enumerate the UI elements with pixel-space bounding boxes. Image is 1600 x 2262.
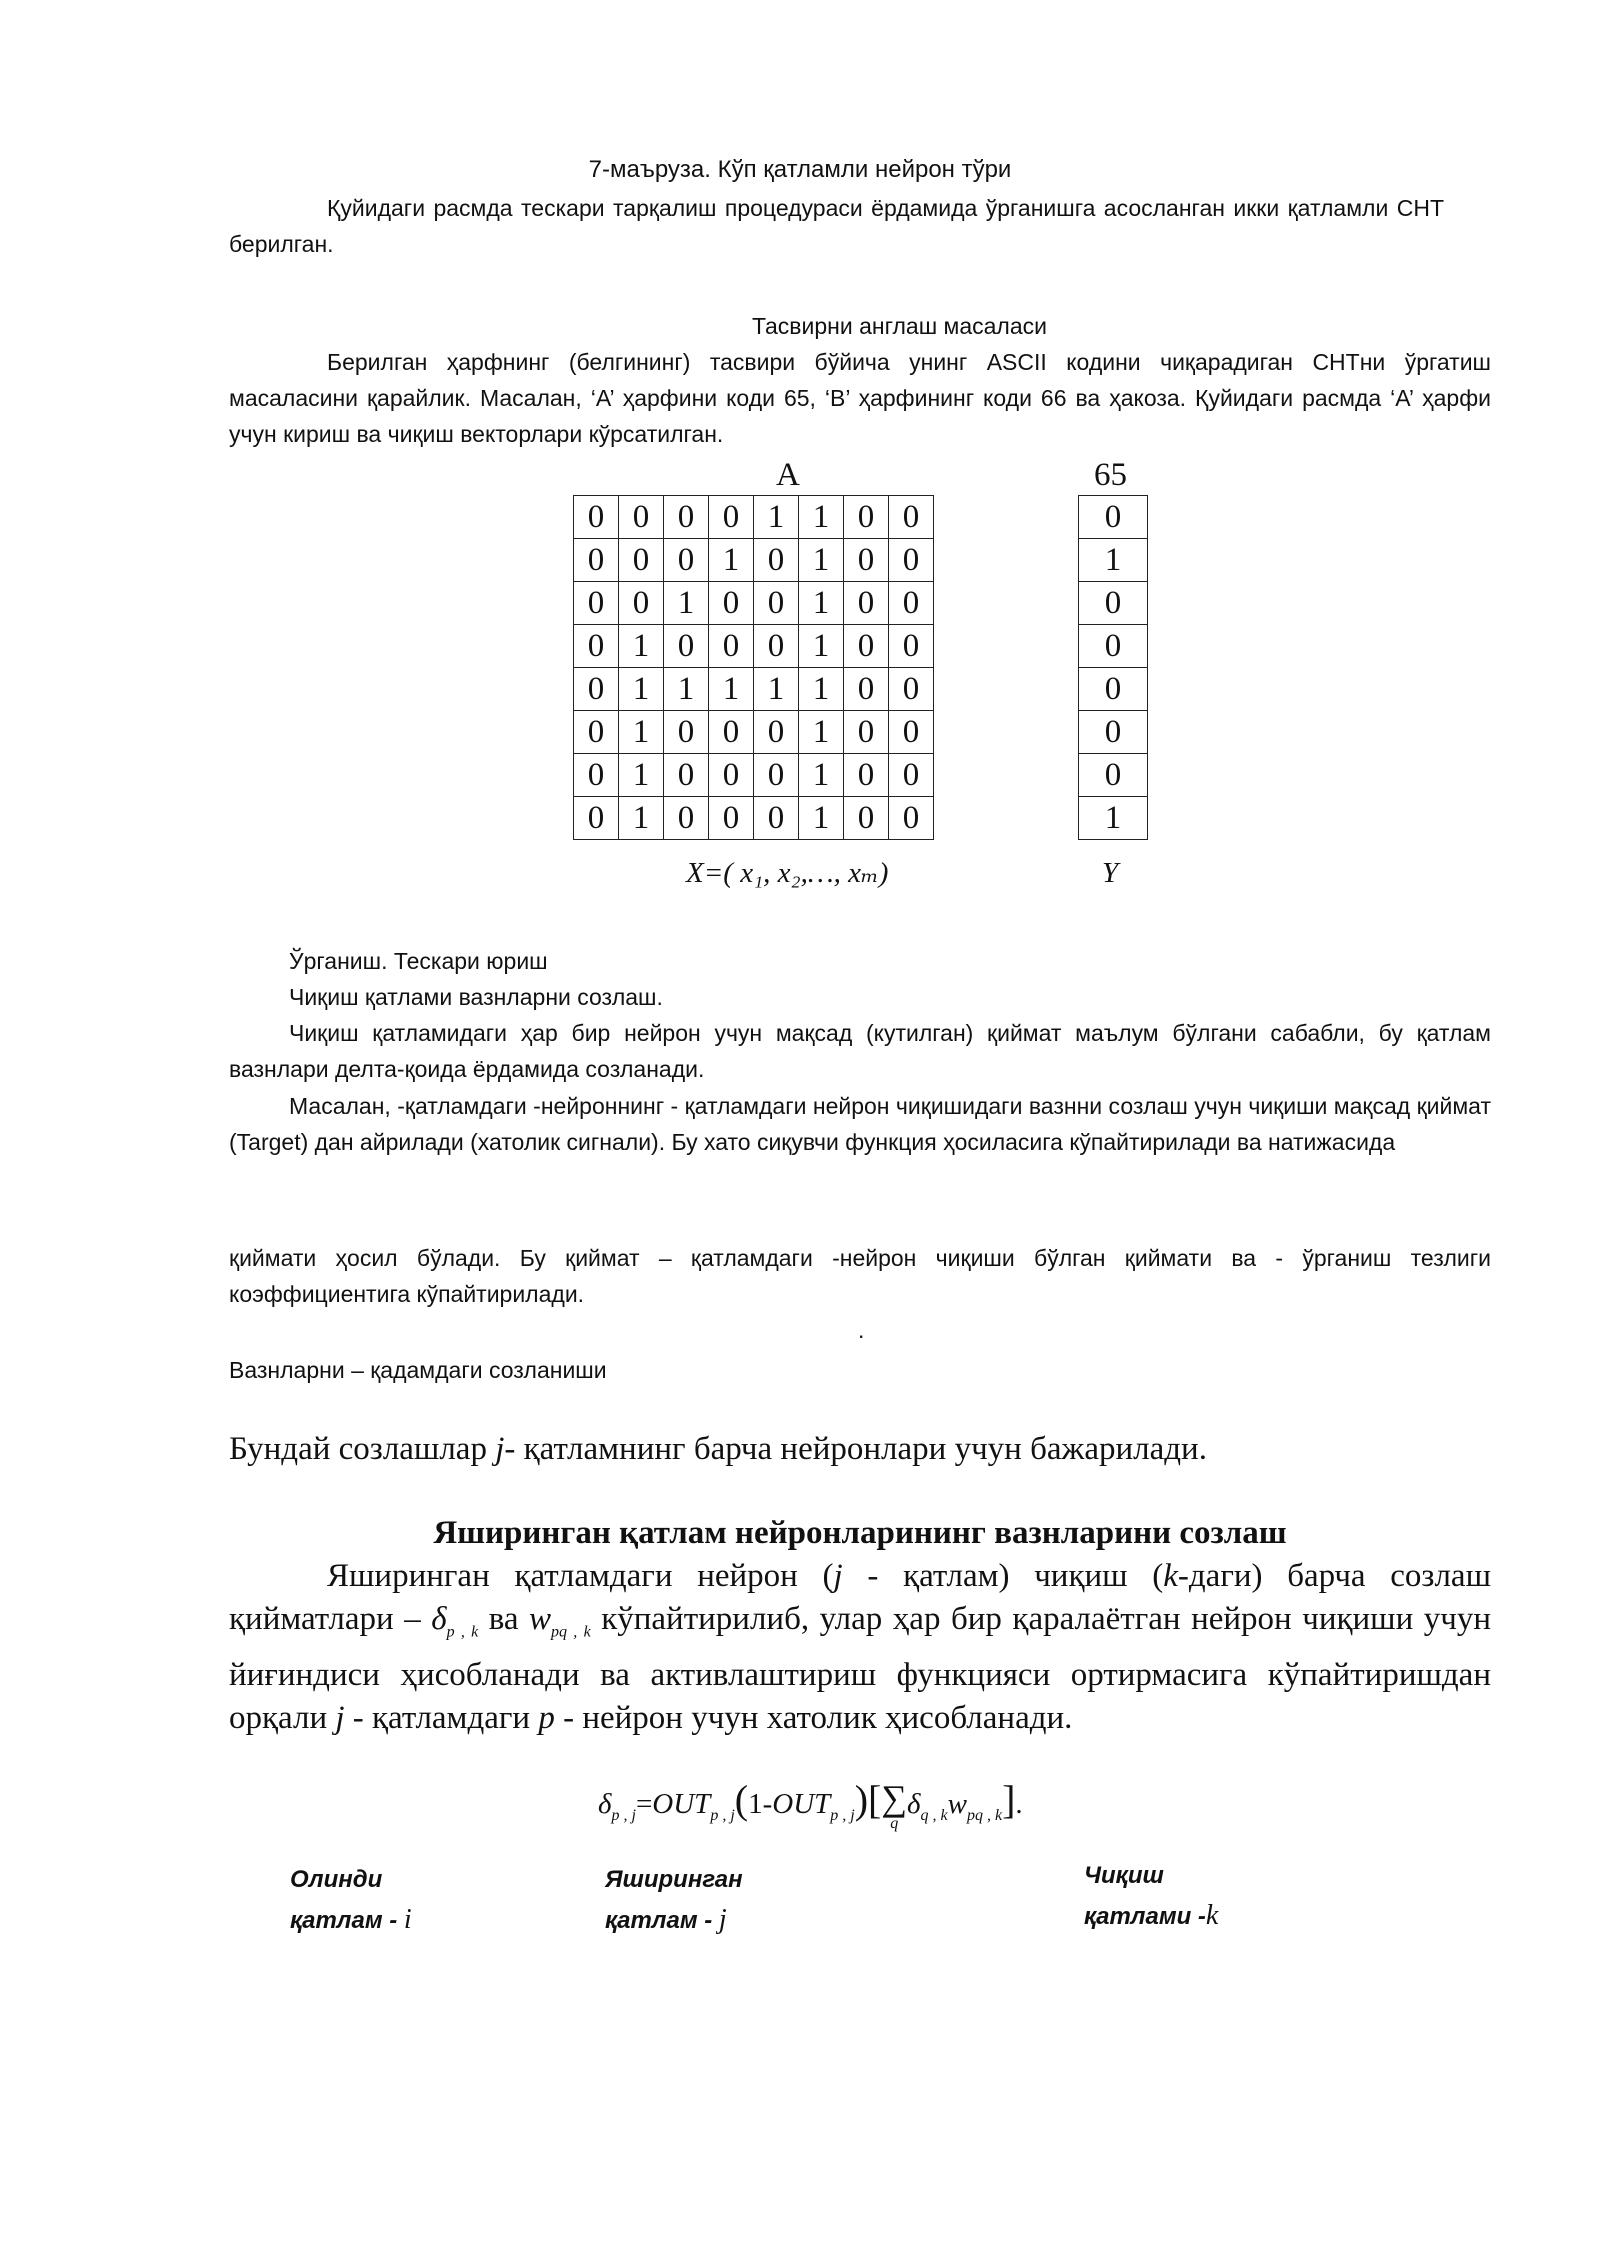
matrix-cell: 0 xyxy=(574,668,619,711)
legend-input-layer xyxy=(290,1860,412,1941)
hp-k: k xyxy=(1163,1558,1178,1594)
hp-c: -даги) барча созлаш қийматлари – xyxy=(229,1558,1491,1637)
formula-sum: ∑ xyxy=(881,1778,908,1819)
vector-row xyxy=(1079,754,1148,797)
matrix-cell: 0 xyxy=(664,754,709,797)
matrix-cell: 0 xyxy=(709,582,754,625)
output-code-label: 65 xyxy=(1094,457,1127,493)
formula-out2: OUT xyxy=(772,1788,831,1820)
legend-input-line1: Олинди xyxy=(290,1866,383,1893)
formula-w: w xyxy=(947,1788,967,1820)
matrix-cell: 0 xyxy=(619,539,664,582)
vector-cell: 1 xyxy=(1079,539,1148,582)
matrix-cell: 0 xyxy=(574,797,619,840)
matrix-cell: 1 xyxy=(799,668,844,711)
hp-w-sub: pq , k xyxy=(551,1623,591,1641)
matrix-cell: 0 xyxy=(844,797,889,840)
vector-row xyxy=(1079,625,1148,668)
matrix-cell: 0 xyxy=(709,754,754,797)
sentence-suffix: - қатламнинг барча нейронлари учун бажарилади. xyxy=(504,1431,1207,1467)
legend-output-line2: қатлами - xyxy=(1084,1903,1206,1930)
matrix-row xyxy=(574,582,934,625)
layer-var-j: j xyxy=(495,1431,505,1467)
hp-delta-sub: p , k xyxy=(446,1623,479,1641)
hp-g: - нейрон учун хатолик ҳисобланади. xyxy=(554,1699,1073,1736)
matrix-cell: 0 xyxy=(889,668,934,711)
matrix-row xyxy=(574,625,934,668)
vector-row xyxy=(1079,797,1148,840)
matrix-row xyxy=(574,711,934,754)
section-heading-hidden: Яширинган қатлам нейронларининг вазнларини созлаш xyxy=(433,1515,1287,1551)
legend-output-layer xyxy=(1084,1856,1218,1937)
input-matrix xyxy=(573,495,934,840)
matrix-cell: 0 xyxy=(889,754,934,797)
matrix-cell: 0 xyxy=(574,625,619,668)
all-neurons-sentence xyxy=(229,1428,1207,1471)
matrix-cell: 0 xyxy=(889,625,934,668)
matrix-cell: 0 xyxy=(754,582,799,625)
hp-p: p xyxy=(538,1699,555,1736)
matrix-cell: 0 xyxy=(574,582,619,625)
delta-rule-paragraph: Чиқиш қатламидаги ҳар бир нейрон учун мақсад (кутилган) қиймат маълум бўлгани сабабли, бу қатлам вазнлари делта-қоида ёрдамида созланади. xyxy=(229,1020,1491,1082)
matrix-cell: 0 xyxy=(844,582,889,625)
hp-delta: δ xyxy=(431,1601,447,1637)
formula-eq: = xyxy=(635,1788,653,1820)
matrix-cell: 0 xyxy=(709,625,754,668)
vector-cell: 0 xyxy=(1079,625,1148,668)
matrix-cell: 0 xyxy=(664,625,709,668)
formula-end: . xyxy=(1015,1788,1023,1820)
vector-row xyxy=(1079,496,1148,539)
matrix-row xyxy=(574,496,934,539)
legend-hidden-layer xyxy=(605,1860,743,1941)
formula-delta-qk-sub: q , k xyxy=(920,1806,948,1824)
matrix-row xyxy=(574,668,934,711)
matrix-cell: 0 xyxy=(844,711,889,754)
matrix-cell: 0 xyxy=(664,711,709,754)
formula-one: 1- xyxy=(748,1788,773,1820)
matrix-cell: 1 xyxy=(619,668,664,711)
matrix-cell: 0 xyxy=(709,797,754,840)
output-layer-heading: Чиқиш қатлами вазнларни созлаш. xyxy=(289,984,663,1010)
matrix-cell: 0 xyxy=(619,582,664,625)
formula-delta: δ xyxy=(598,1788,612,1820)
matrix-cell: 0 xyxy=(889,539,934,582)
hp-w: w xyxy=(529,1601,552,1637)
matrix-cell: 0 xyxy=(619,496,664,539)
legend-hidden-var: j xyxy=(718,1904,727,1935)
matrix-cell: 0 xyxy=(574,496,619,539)
matrix-cell: 1 xyxy=(664,582,709,625)
matrix-cell: 0 xyxy=(754,539,799,582)
vector-cell: 0 xyxy=(1079,496,1148,539)
hp-j: j xyxy=(833,1558,843,1594)
legend-input-line2: қатлам - xyxy=(290,1907,404,1934)
section-heading-recognition: Тасвирни англаш масаласи xyxy=(752,313,1047,339)
legend-output-line1: Чиқиш xyxy=(1084,1862,1164,1889)
formula-out2-sub: p , j xyxy=(830,1806,855,1824)
matrix-cell: 0 xyxy=(709,496,754,539)
y-vector-caption: Y xyxy=(1102,857,1119,889)
error-formula: $\delta_{p , j}=OUT_{p , j}(1-OUT_{p , j})$[ ∑ q $\delta_{q , k}w_{pq , k}$]. xyxy=(598,1777,1023,1833)
matrix-cell: 0 xyxy=(709,711,754,754)
matrix-cell: 1 xyxy=(799,754,844,797)
matrix-cell: 0 xyxy=(844,496,889,539)
vector-row xyxy=(1079,539,1148,582)
matrix-row xyxy=(574,539,934,582)
formula-out1-sub: p , j xyxy=(710,1806,735,1824)
formula-out1: OUT xyxy=(652,1788,711,1820)
intro-paragraph: Қуйидаги расмда тескари тарқалиш процедураси ёрдамида ўрганишга асосланган икки қатламли СНТ берилган. xyxy=(229,195,1444,257)
matrix-cell: 0 xyxy=(844,625,889,668)
hp-b: - қатлам) чиқиш ( xyxy=(842,1558,1164,1594)
x-vector-caption: X=( x₁, x₂,…, xₘ) xyxy=(686,857,889,889)
matrix-cell: 0 xyxy=(664,539,709,582)
matrix-cell: 0 xyxy=(754,754,799,797)
recognition-paragraph: Берилган ҳарфнинг (белгининг) тасвири бўйича унинг ASCII кодини чиқарадиган СНТни ўргатиш масаласини қарайлик. Масалан, ‘A’ ҳарфини коди 65, ‘B’ ҳарфининг коди 66 ва ҳакоза. Қуйидаги расмда ‘A’ ҳарфи учун кириш ва чиқиш векторлари кўрсатилган. xyxy=(229,349,1491,447)
matrix-cell: 0 xyxy=(889,797,934,840)
hp-j2: j xyxy=(335,1699,345,1736)
hidden-layer-paragraph xyxy=(229,1555,1491,1740)
matrix-cell: 0 xyxy=(664,797,709,840)
legend-output-var: k xyxy=(1205,1900,1219,1931)
legend-hidden-line2: қатлам - xyxy=(605,1907,719,1934)
matrix-cell: 1 xyxy=(799,625,844,668)
formula-delta-qk: δ xyxy=(907,1788,921,1820)
matrix-cell: 1 xyxy=(799,797,844,840)
hp-a: Яширинган қатламдаги нейрон ( xyxy=(327,1558,834,1594)
learning-heading: Ўрганиш. Тескари юриш xyxy=(289,948,548,974)
formula-delta-sub: p , j xyxy=(611,1806,636,1824)
matrix-cell: 1 xyxy=(799,539,844,582)
legend-input-var: i xyxy=(403,1904,412,1935)
hp-f: - қатламдаги xyxy=(344,1699,539,1736)
vector-cell: 0 xyxy=(1079,582,1148,625)
matrix-cell: 1 xyxy=(754,668,799,711)
matrix-cell: 1 xyxy=(754,496,799,539)
sentence-prefix: Бундай созлашлар xyxy=(229,1431,496,1467)
formula-sum-sub: q xyxy=(890,1815,899,1833)
matrix-row xyxy=(574,797,934,840)
matrix-cell: 0 xyxy=(754,797,799,840)
matrix-cell: 0 xyxy=(574,539,619,582)
matrix-cell: 1 xyxy=(619,754,664,797)
matrix-cell: 0 xyxy=(844,539,889,582)
vector-row xyxy=(1079,582,1148,625)
matrix-cell: 0 xyxy=(574,711,619,754)
lecture-title: 7-маъруза. Кўп қатламли нейрон тўри xyxy=(588,156,1012,183)
legend-hidden-line1: Яширинган xyxy=(605,1866,743,1893)
matrix-cell: 1 xyxy=(799,711,844,754)
vector-cell: 1 xyxy=(1079,797,1148,840)
stray-dot: . xyxy=(858,1317,865,1343)
matrix-cell: 0 xyxy=(844,668,889,711)
vector-row xyxy=(1079,668,1148,711)
matrix-cell: 1 xyxy=(709,539,754,582)
vector-cell: 0 xyxy=(1079,754,1148,797)
matrix-cell: 0 xyxy=(889,582,934,625)
hp-e: кўпайтирилиб, улар ҳар бир қаралаётган нейрон чиқиши учун йиғиндиси ҳисобланади ва активлаштириш функцияси ортирмасига кўпайтиришдан орқали xyxy=(229,1601,1492,1736)
matrix-cell: 0 xyxy=(889,711,934,754)
weight-update-line: Вазнларни – қадамдаги созланиши xyxy=(229,1357,607,1383)
matrix-cell: 1 xyxy=(619,711,664,754)
example-paragraph: Масалан, -қатламдаги -нейроннинг - қатламдаги нейрон чиқишидаги вазнни созлаш учун чиқиши мақсад қиймат (Target) дан айрилади (хатолик сигнали). Бу хато сиқувчи функция ҳосиласига кўпайтирилади ва натижасида xyxy=(229,1093,1491,1155)
matrix-cell: 0 xyxy=(664,496,709,539)
output-vector xyxy=(1078,495,1148,840)
matrix-cell: 1 xyxy=(799,496,844,539)
matrix-cell: 0 xyxy=(844,754,889,797)
matrix-cell: 1 xyxy=(709,668,754,711)
hp-d: ва xyxy=(478,1601,530,1637)
input-letter-label: A xyxy=(776,457,800,493)
matrix-row xyxy=(574,754,934,797)
formula-w-sub: pq , k xyxy=(966,1806,1003,1824)
vector-cell: 0 xyxy=(1079,711,1148,754)
value-paragraph: қиймати ҳосил бўлади. Бу қиймат – қатламдаги -нейрон чиқиши бўлган қиймати ва - ўрганиш тезлиги коэффициентига кўпайтирилади. xyxy=(229,1245,1491,1307)
vector-cell: 0 xyxy=(1079,668,1148,711)
matrix-cell: 0 xyxy=(754,711,799,754)
matrix-cell: 0 xyxy=(889,496,934,539)
matrix-cell: 1 xyxy=(619,625,664,668)
matrix-cell: 0 xyxy=(754,625,799,668)
matrix-cell: 1 xyxy=(799,582,844,625)
matrix-cell: 1 xyxy=(619,797,664,840)
matrix-cell: 1 xyxy=(664,668,709,711)
vector-row xyxy=(1079,711,1148,754)
matrix-cell: 0 xyxy=(574,754,619,797)
